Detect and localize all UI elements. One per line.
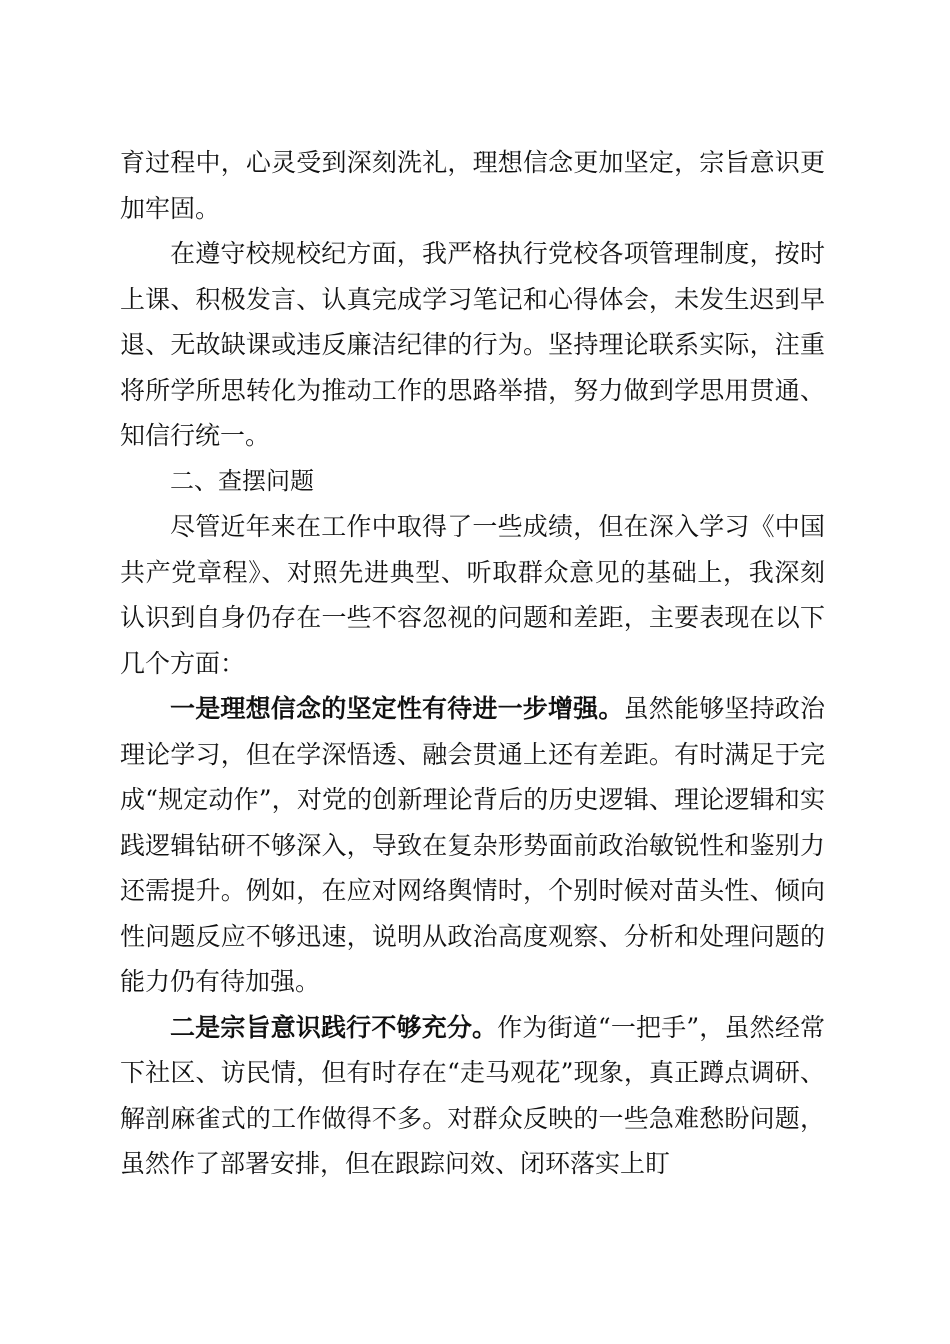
paragraph-problem-two [120,1005,825,1187]
paragraph-continuation: 育过程中，心灵受到深刻洗礼，理想信念更加坚定，宗旨意识更加牢固。 [120,148,825,223]
problem-one-lead: 一是理想信念的坚定性有待进一步增强。 [170,694,624,723]
paragraph-discipline: 在遵守校规校纪方面，我严格执行党校各项管理制度，按时上课、积极发言、认真完成学习笔记和心得体会，未发生迟到早退、无故缺课或违反廉洁纪律的行为。坚持理论联系实际，注重将所学所思转化为推动工作的思路举措，努力做到学思用贯通、知信行统一。 [120,239,825,450]
problem-two-lead: 二是宗旨意识践行不够充分。 [170,1012,498,1042]
problem-one-body: 虽然能够坚持政治理论学习，但在学深悟透、融会贯通上还有差距。有时满足于完成“规定动作”，对党的创新理论背后的历史逻辑、理论逻辑和实践逻辑钻研不够深入，导致在复杂形势面前政治敏锐性和鉴别力还需提升。例如，在应对网络舆情时，个别时候对苗头性、倾向性问题反应不够迅速，说明从政治高度观察、分析和处理问题的能力仍有待加强。 [120,694,825,996]
section-heading: 二、查摆问题 [170,466,314,495]
paragraph-intro: 尽管近年来在工作中取得了一些成绩，但在深入学习《中国共产党章程》、对照先进典型、听取群众意见的基础上，我深刻认识到自身仍存在一些不容忽视的问题和差距，主要表现在以下几个方面： [120,512,825,678]
paragraph-problem-one [120,686,825,1005]
problem-two-body: 作为街道“一把手”，虽然经常下社区、访民情，但有时存在“走马观花”现象，真正蹲点调研、解剖麻雀式的工作做得不多。对群众反映的一些急难愁盼问题，虽然作了部署安排，但在跟踪问效、闭环落实上盯 [120,1012,825,1178]
document-page [120,140,825,1187]
